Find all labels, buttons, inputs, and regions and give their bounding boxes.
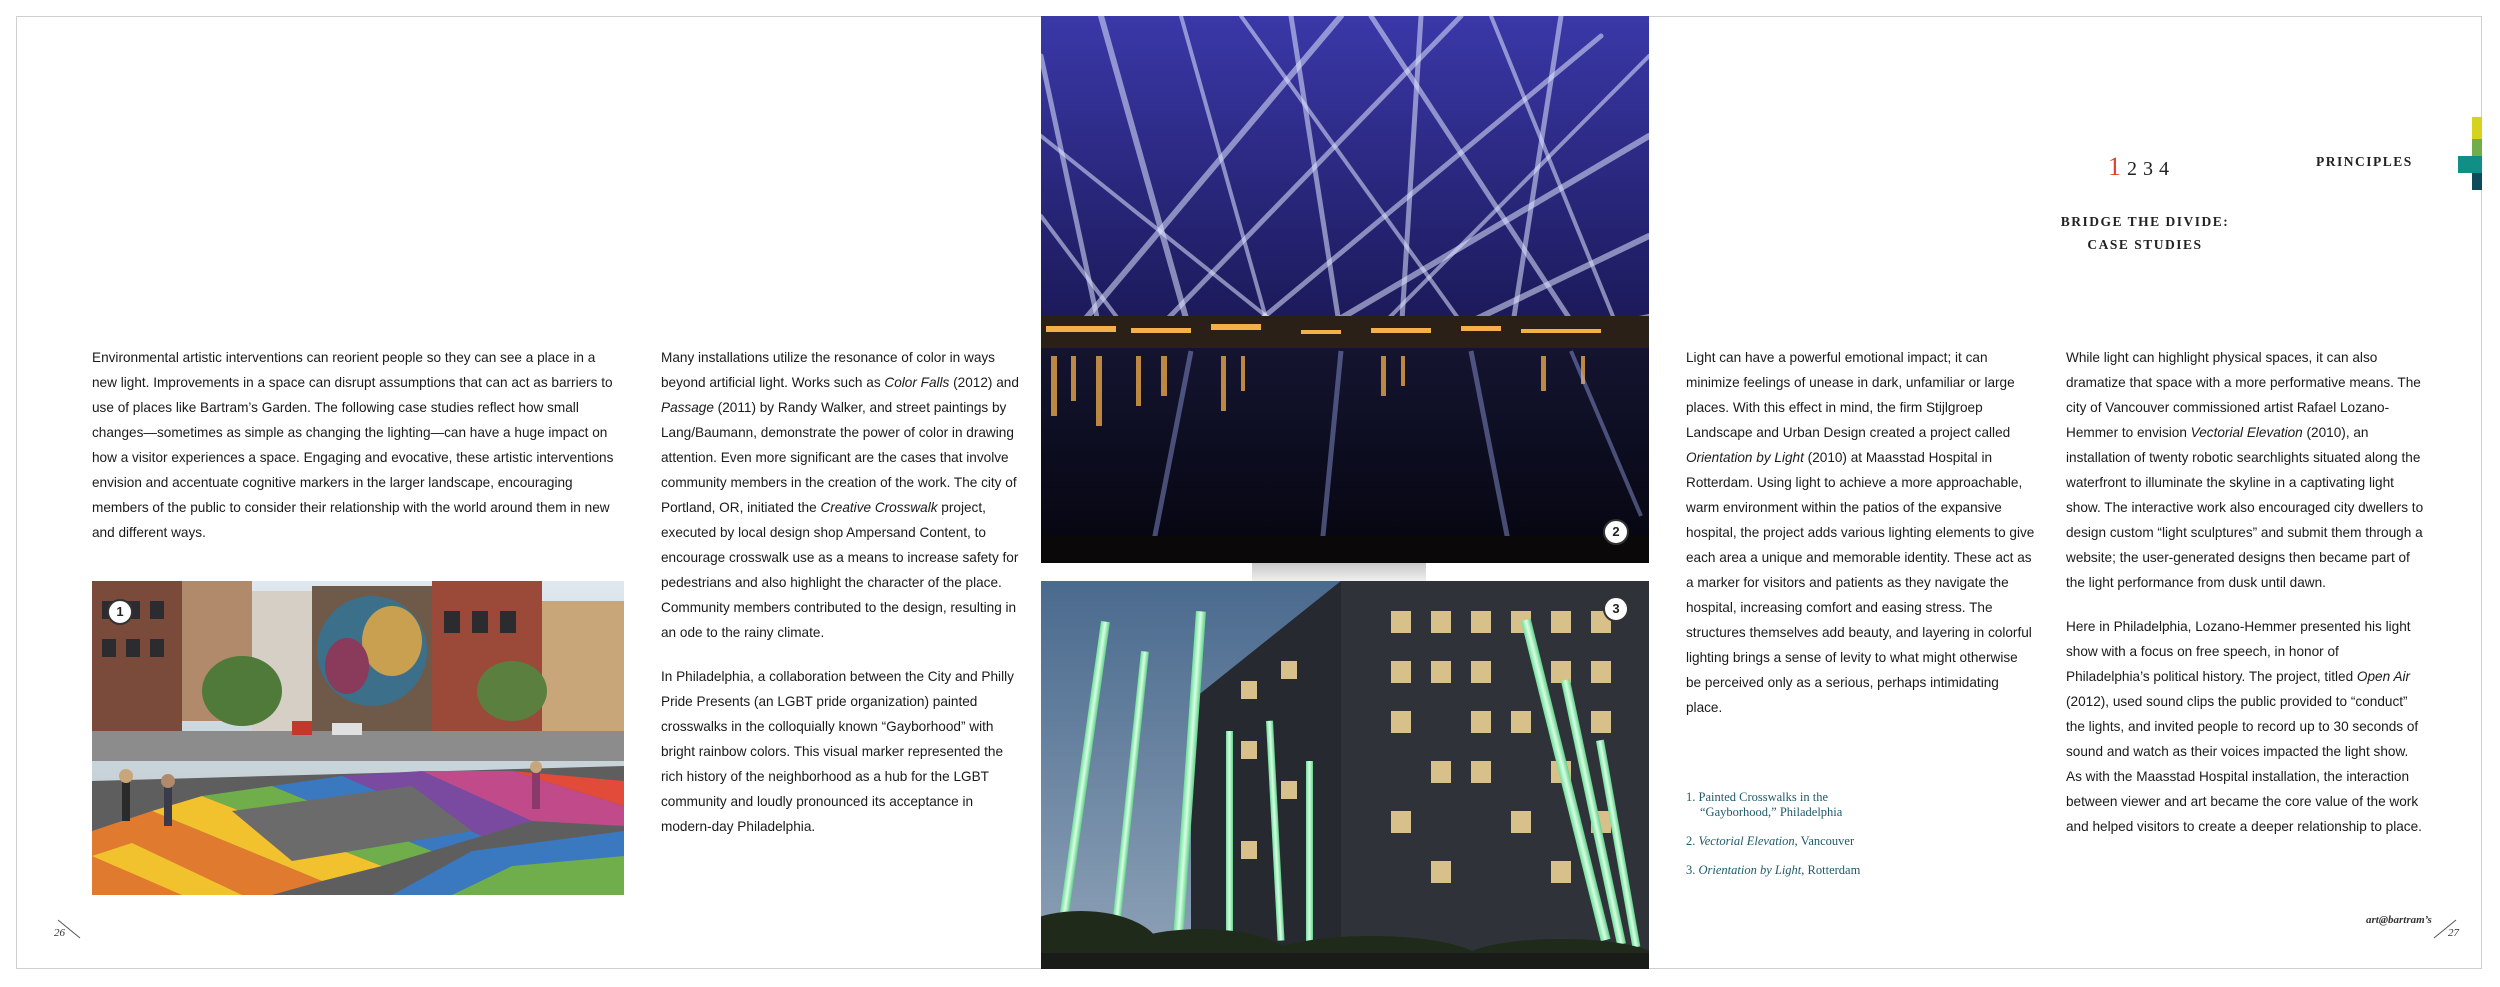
intro-paragraph [92,345,622,564]
chapter-tab-teal [2458,156,2482,173]
gutter-shadow [1252,563,1426,581]
caption-1-number: 1. [1686,790,1696,804]
chapter-nav-active[interactable]: 1 [2108,152,2127,181]
performance-paragraph-1: While light can highlight physical spaces, it can also dramatize that space with a more performative means. The city of Vancouver commissioned artist Rafael Lozano-Hemmer to envision Vectorial Elevation (2010), an installation of twenty robotic searchlights situated along the waterfront to illuminate the skyline in a captivating light show. The interactive work also encouraged city dwellers to design custom “light sculptures” and submit them through a website; the user-generated designs then became part of the light performance from dusk until dawn. [2066,350,2424,590]
figure-captions [1686,790,1946,892]
caption-3-number: 3. [1686,863,1696,877]
caption-3-title: Orientation by Light [1698,863,1802,877]
caption-3-place: , Rotterdam [1801,863,1861,877]
intro-text: Environmental artistic interventions can reorient people so they can see a place in a new light. Improvements in a space can disrupt assumptions that can act as barriers to use of places like Bartram’s Garden. The following case studies reflect how small changes—sometimes as simple as changing the lighting—can have a huge impact on how a visitor experiences a space. Engaging and evocative, these artistic interventions envision and accentuate cognitive markers in the larger landscape, encouraging members of the public to consider their relationship with the world around them in new and different ways. [92,350,614,540]
photo-rainbow-crosswalk [92,581,624,895]
chapter-nav-2[interactable]: 2 [2127,158,2143,180]
caption-2-place: , Vancouver [1794,834,1855,848]
chapter-tab-green [2472,139,2482,156]
page-number-left: 26 [54,927,65,939]
photo-orientation-by-light [1041,581,1649,969]
chapter-tab-yellow [2472,117,2482,139]
color-paragraphs [661,345,1021,858]
performance-paragraph-2: Here in Philadelphia, Lozano-Hemmer presented his light show with a focus on free speech, in honor of Philadelphia’s political history. The project, titled Open Air (2012), used sound clips the public provided to “conduct” the lights, and invited people to record up to 30 seconds of sound and watch as their voices impacted the light show. As with the Maasstad Hospital installation, the interaction between viewer and art became the core value of the work and helped visitors to create a deeper relationship to place. [2066,619,2422,834]
caption-3 [1686,863,1946,878]
caption-1 [1686,790,1946,820]
figure-badge-3: 3 [1603,596,1629,622]
figure-badge-1: 1 [107,599,133,625]
chapter-nav [2108,152,2175,182]
subtitle-line-2: CASE STUDIES [2087,237,2203,252]
performance-paragraphs [2066,345,2426,858]
caption-2 [1686,834,1946,849]
chapter-nav-4[interactable]: 4 [2159,158,2175,180]
chapter-nav-3[interactable]: 3 [2143,158,2159,180]
color-paragraph-2: In Philadelphia, a collaboration between the City and Philly Pride Presents (an LGBT pride organization) painted crosswalks in the colloquially known “Gayborhood” with bright rainbow colors. This visual marker represented the rich history of the neighborhood as a hub for the LGBT community and loudly pronounced its acceptance in modern-day Philadelphia. [661,669,1014,834]
brand-mark: art@bartram’s [2366,914,2432,926]
caption-2-title: Vectorial Elevation [1698,834,1795,848]
chapter-tab-navy [2472,173,2482,190]
caption-1-line-2: “Gayborhood,” Philadelphia [1700,805,1843,819]
section-title: PRINCIPLES [2316,154,2413,169]
subtitle-line-1: BRIDGE THE DIVIDE: [2060,214,2230,229]
caption-2-number: 2. [1686,834,1696,848]
photo-vectorial-elevation [1041,16,1649,563]
page-subtitle [2060,210,2230,256]
folio-slash-left-icon [56,918,82,940]
light-paragraph [1686,345,2036,739]
color-paragraph-1: Many installations utilize the resonance of color in ways beyond artificial light. Works such as Color Falls (2012) and Passage (2011) by Randy Walker, and street paintings by Lang/Baumann, demonstrate the power of color in drawing attention. Even more significant are the cases that involve community members in the creation of the work. The city of Portland, OR, initiated the Creative Crosswalk project, executed by local design shop Ampersand Content, to encourage crosswalk use as a means to increase safety for pedestrians and also highlight the character of the place. Community members contributed to the design, resulting in an ode to the rainy climate. [661,350,1019,640]
figure-badge-2: 2 [1603,519,1629,545]
page-number-right: 27 [2448,927,2459,939]
light-paragraph-1: Light can have a powerful emotional impact; it can minimize feelings of unease in dark, unfamiliar or large places. With this effect in mind, the firm Stijlgroep Landscape and Urban Design created a project called Orientation by Light (2010) at Maasstad Hospital in Rotterdam. Using light to achieve a more approachable, warm environment within the patios of the expansive hospital, the project adds various lighting elements to give each area a unique and memorable identity. These act as a marker for visitors and patients as they navigate the hospital, increasing comfort and easing stress. The structures themselves add beauty, and layering in colorful lighting brings a sense of levity to what might otherwise be perceived only as a serious, perhaps intimidating place. [1686,350,2035,715]
caption-1-line-1: Painted Crosswalks in the [1698,790,1829,804]
